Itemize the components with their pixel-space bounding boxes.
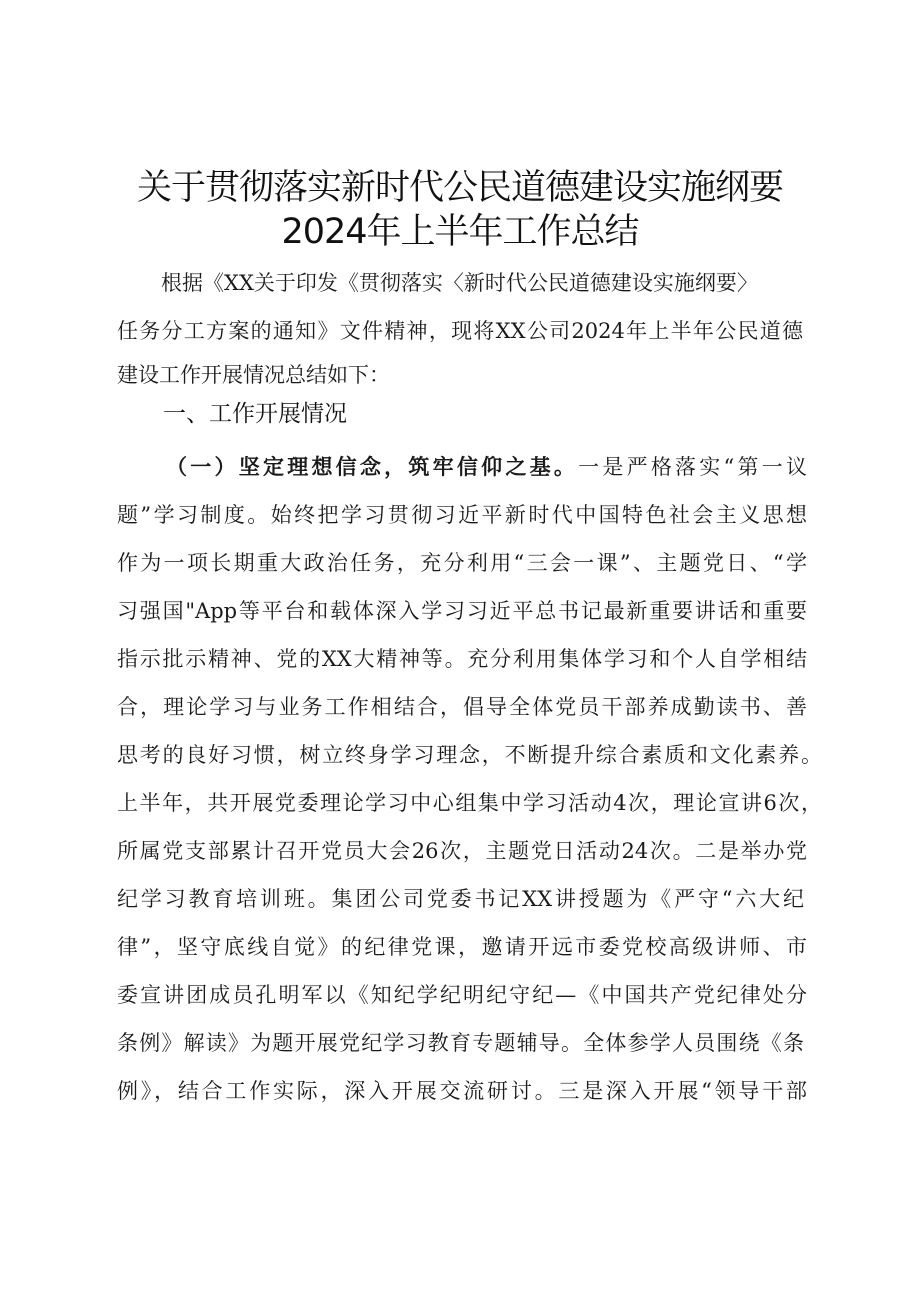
intro-line-1: 根据《XX关于印发《贯彻落实〈新时代公民道德建设实施纲要〉 bbox=[161, 271, 758, 295]
body-line: 合，理论学习与业务工作相结合，倡导全体党员干部养成勤读书、善 bbox=[117, 695, 807, 719]
body-line: 习强国"App等平台和载体深入学习习近平总书记最新重要讲话和重要 bbox=[117, 599, 807, 623]
body-line: 指示批示精神、党的XX大精神等。充分利用集体学习和个人自学相结 bbox=[117, 647, 807, 671]
body-line: 作为一项长期重大政治任务，充分利用“三会一课”、主题党日、“学 bbox=[117, 551, 807, 575]
body-line: 纪学习教育培训班。集团公司党委书记XX讲授题为《严守“六大纪 bbox=[117, 887, 804, 911]
intro-line-2: 任务分工方案的通知》文件精神，现将XX公司2024年上半年公民道德 bbox=[117, 319, 803, 343]
body-line: 题”学习制度。始终把学习贯彻习近平新时代中国特色社会主义思想 bbox=[117, 503, 807, 527]
intro-line-3: 建设工作开展情况总结如下： bbox=[117, 363, 390, 387]
body-line: 委宣讲团成员孔明军以《知纪学纪明纪守纪—《中国共产党纪律处分 bbox=[117, 983, 807, 1007]
body-line: 条例》解读》为题开展党纪学习教育专题辅导。全体参学人员围绕《条 bbox=[117, 1031, 804, 1055]
document-title-line-1: 关于贯彻落实新时代公民道德建设实施纲要 bbox=[136, 168, 783, 208]
body-line-1-rest: 一是严格落实“第一议 bbox=[578, 455, 807, 479]
section-heading: 一、工作开展情况 bbox=[163, 401, 347, 427]
body-line: 律”，坚守底线自觉》的纪律党课，邀请开远市委党校高级讲师、市 bbox=[117, 935, 807, 959]
body-line: 思考的良好习惯，树立终身学习理念，不断提升综合素质和文化素养。 bbox=[117, 743, 822, 767]
body-line: 所属党支部累计召开党员大会26次，主题党日活动24次。二是举办党 bbox=[117, 839, 807, 863]
subsection-lead: （一）坚定理想信念，筑牢信仰之基。 bbox=[166, 454, 579, 479]
body-line: 例》，结合工作实际，深入开展交流研讨。三是深入开展“领导干部 bbox=[117, 1079, 807, 1103]
body-line: 上半年，共开展党委理论学习中心组集中学习活动4次，理论宣讲6次， bbox=[117, 791, 822, 815]
body-line-1 bbox=[166, 452, 807, 482]
document-title-line-2: 2024年上半年工作总结 bbox=[281, 212, 639, 252]
